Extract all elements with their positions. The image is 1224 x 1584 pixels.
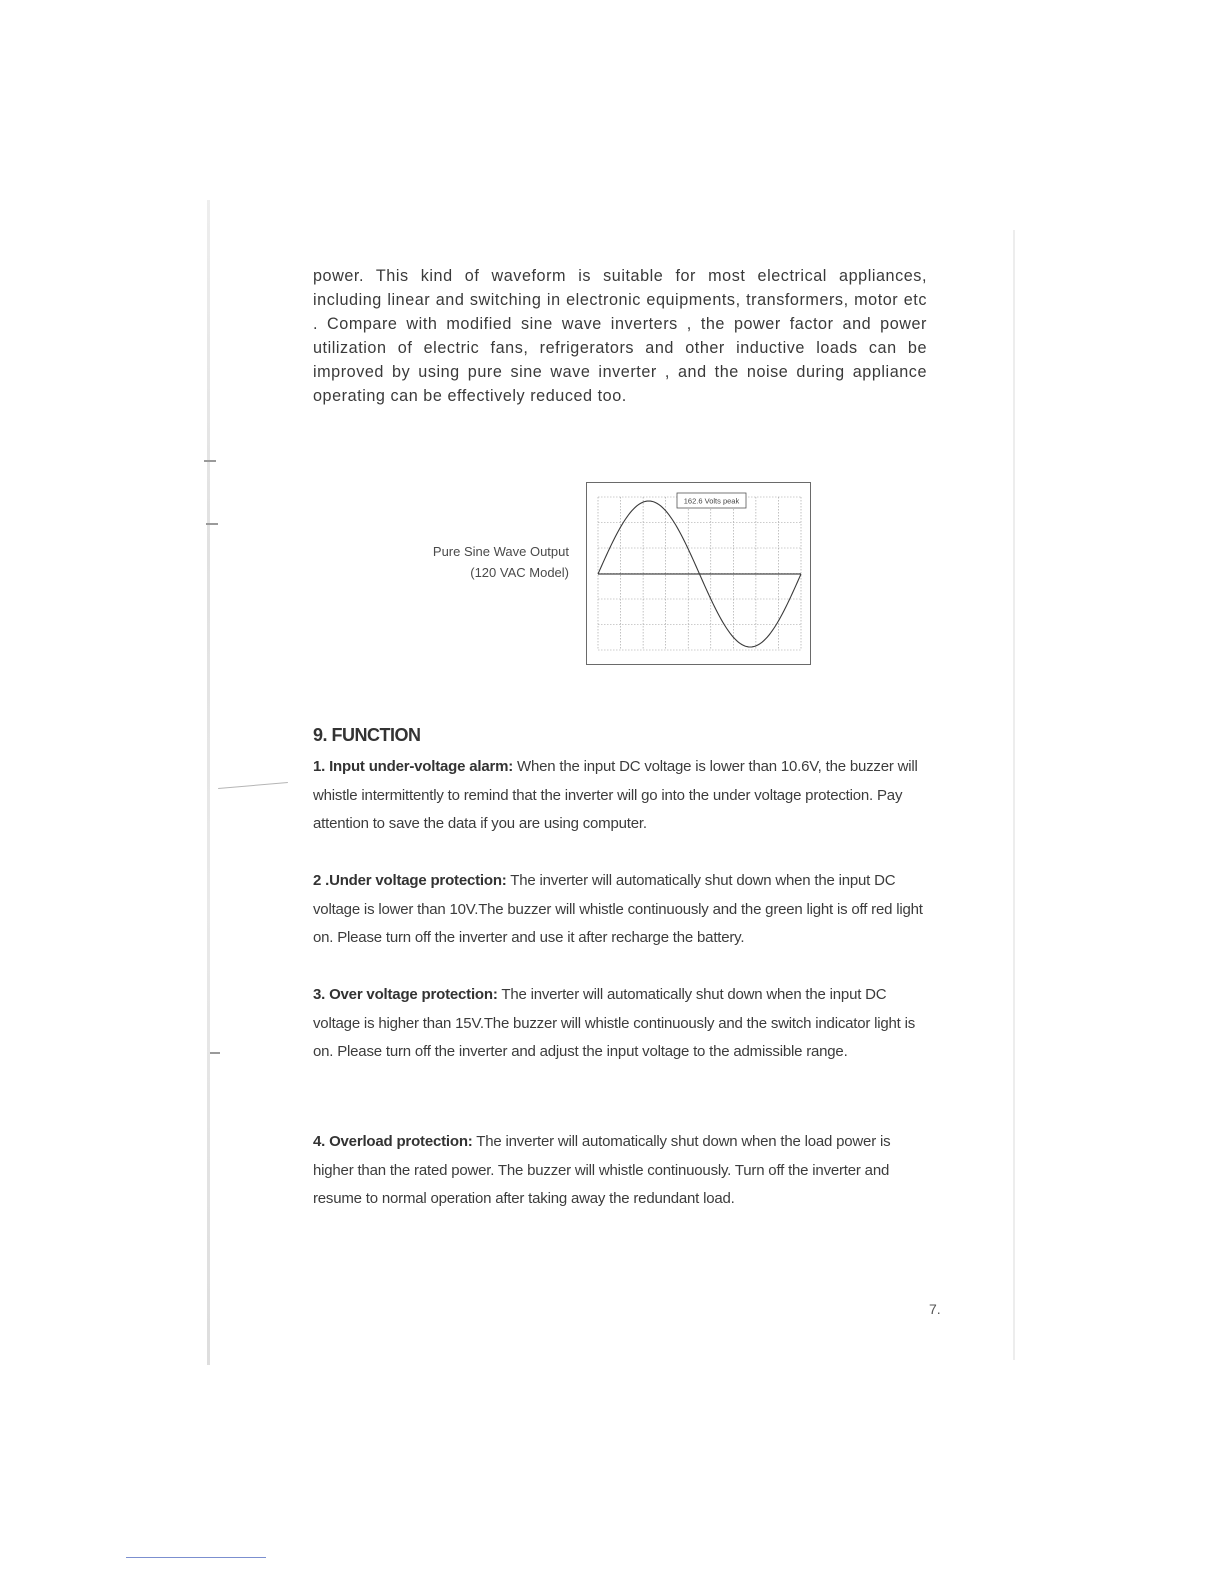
function-item-under-voltage-alarm — [313, 753, 931, 839]
item-lead: 1. Input under-voltage alarm: — [313, 758, 514, 775]
intro-paragraph: power. This kind of waveform is suitable for most electrical appliances, including linear and switching in electronic equipments, transformers, motor etc . Compare with modified sine wave inverters , the power factor and power utilization of electric fans, refrigerators and other inductive loads can be improved by using pure sine wave inverter , and the noise during appliance operating can be effectively reduced too. — [313, 267, 927, 405]
function-item-overload-protection — [313, 1128, 931, 1214]
item-text: The inverter will automatically shut down when the input DC voltage is higher than 15V.The buzzer will whistle continuously and the switch indicator light is on. Please turn off the inverter and adjust the input voltage to the admissible range. — [313, 986, 916, 1061]
sine-wave-figure — [586, 482, 811, 665]
section-title: 9. FUNCTION — [313, 725, 421, 745]
scan-mark — [218, 782, 288, 789]
figure-caption-line-2: (120 VAC Model) — [470, 565, 569, 580]
scan-mark — [210, 1052, 220, 1054]
item-lead: 4. Overload protection: — [313, 1133, 473, 1150]
function-item-over-voltage-protection — [313, 981, 931, 1067]
figure-caption-line-1: Pure Sine Wave Output — [432, 544, 569, 559]
page-number: 7. — [929, 1301, 941, 1317]
item-lead: 2 .Under voltage protection: — [313, 872, 507, 889]
item-text: When the input DC voltage is lower than 10.6V, the buzzer will whistle intermittently to remind that the inverter will go into the under voltage protection. Pay attention to save the data if you are using computer. — [313, 758, 918, 833]
scan-right-edge — [1013, 230, 1015, 1360]
peak-label: 162.6 Volts peak — [683, 496, 740, 506]
oscilloscope-graphic — [586, 482, 811, 665]
bottom-rule — [126, 1557, 266, 1558]
item-text: The inverter will automatically shut down when the input DC voltage is lower than 10V.The buzzer will whistle continuously and the green light is off red light on. Please turn off the inverter and use it after recharge the battery. — [313, 872, 923, 947]
function-item-under-voltage-protection — [313, 867, 931, 953]
item-lead: 3. Over voltage protection: — [313, 986, 498, 1003]
item-text: The inverter will automatically shut down when the load power is higher than the rated power. The buzzer will whistle continuously. Turn off the inverter and resume to normal operation after taking away the redundant load. — [313, 1133, 891, 1208]
scan-mark — [206, 523, 218, 525]
scan-binding-edge — [207, 200, 210, 1365]
figure-caption — [400, 541, 569, 583]
scan-mark — [204, 460, 216, 462]
